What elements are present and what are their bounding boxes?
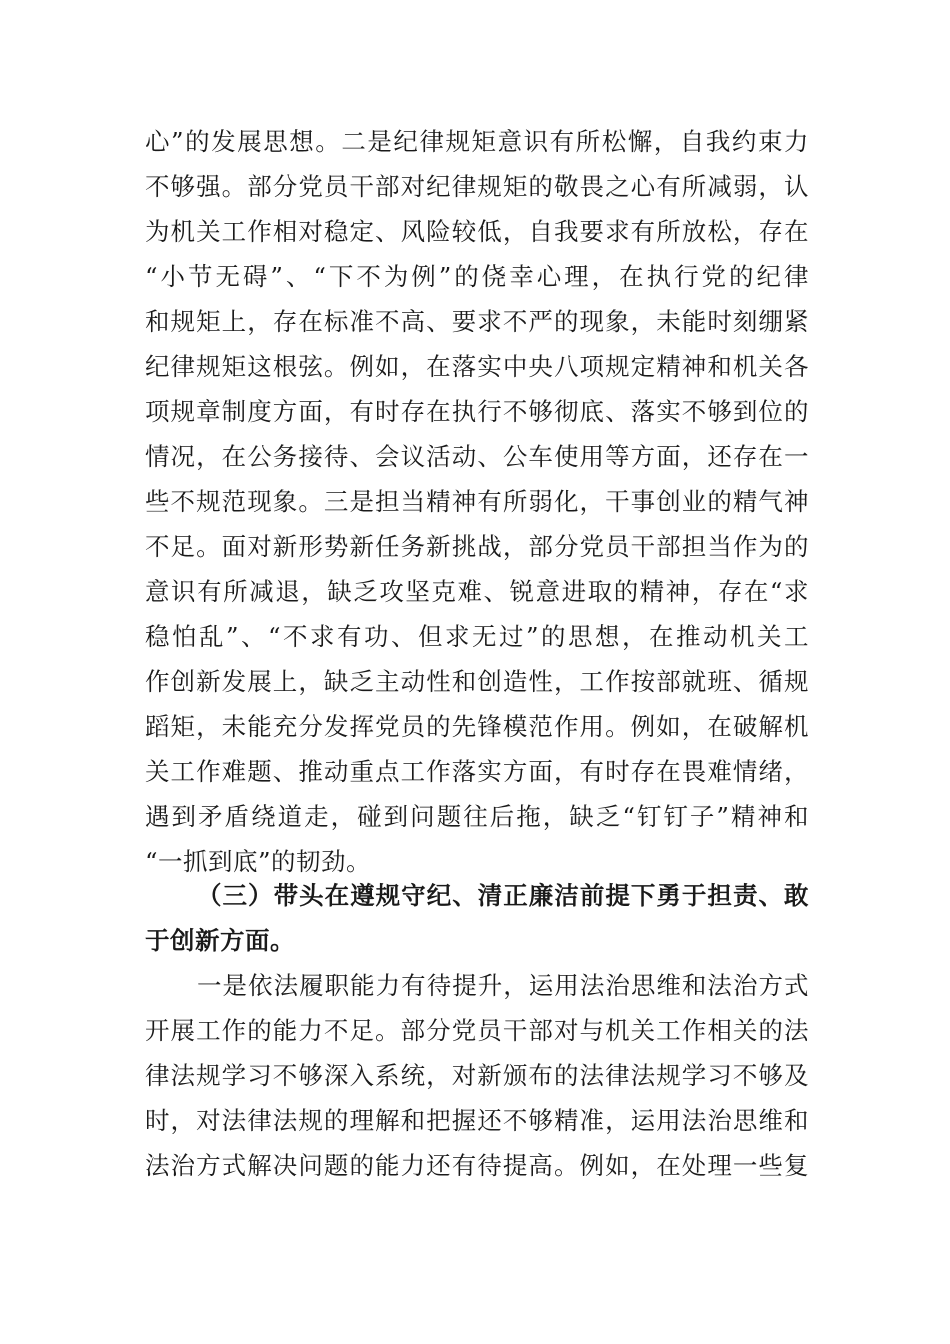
text-line: 为机关工作相对稳定、风险较低，自我要求有所放松，存在 — [145, 217, 809, 246]
text-line: 法治方式解决问题的能力还有待提高。例如，在处理一些复 — [145, 1151, 809, 1180]
text-line: 意识有所减退，缺乏攻坚克难、锐意进取的精神，存在“求 — [145, 577, 809, 606]
text-line: 情况，在公务接待、会议活动、公车使用等方面，还存在一 — [145, 442, 809, 471]
text-line: 些不规范现象。三是担当精神有所弱化，干事创业的精气神 — [145, 487, 809, 516]
text-line: 不足。面对新形势新任务新挑战，部分党员干部担当作为的 — [145, 532, 809, 561]
text-line: 和规矩上，存在标准不高、要求不严的现象，未能时刻绷紧 — [145, 307, 809, 336]
text-line: 项规章制度方面，有时存在执行不够彻底、落实不够到位的 — [145, 397, 809, 426]
text-line: 开展工作的能力不足。部分党员干部对与机关工作相关的法 — [145, 1016, 809, 1045]
text-line: 纪律规矩这根弦。例如，在落实中央八项规定精神和机关各 — [145, 352, 809, 381]
text-line: 蹈矩，未能充分发挥党员的先锋模范作用。例如，在破解机 — [145, 712, 809, 741]
body-paragraph-2 — [145, 963, 809, 1188]
text-line: 作创新发展上，缺乏主动性和创造性，工作按部就班、循规 — [145, 667, 809, 696]
text-line: 心”的发展思想。二是纪律规矩意识有所松懈，自我约束力 — [145, 127, 809, 156]
text-line: 稳怕乱”、“不求有功、但求无过”的思想，在推动机关工 — [145, 622, 809, 651]
text-line: 时，对法律法规的理解和把握还不够精准，运用法治思维和 — [145, 1106, 809, 1135]
section-heading — [145, 873, 809, 963]
text-line: 一是依法履职能力有待提升，运用法治思维和法治方式 — [197, 971, 809, 1000]
text-line: 律法规学习不够深入系统，对新颁布的法律法规学习不够及 — [145, 1061, 809, 1090]
body-paragraph-1 — [145, 119, 809, 884]
text-line: 遇到矛盾绕道走，碰到问题往后拖，缺乏“钉钉子”精神和 — [145, 802, 809, 831]
text-line: “小节无碍”、“下不为例”的侥幸心理，在执行党的纪律 — [145, 262, 809, 291]
text-line: “一抓到底”的韧劲。 — [145, 847, 372, 876]
heading-line: 于创新方面。 — [145, 926, 295, 955]
heading-line: （三）带头在遵规守纪、清正廉洁前提下勇于担责、敢 — [197, 881, 809, 910]
text-line: 不够强。部分党员干部对纪律规矩的敬畏之心有所减弱，认 — [145, 172, 809, 201]
text-line: 关工作难题、推动重点工作落实方面，有时存在畏难情绪， — [145, 757, 809, 786]
